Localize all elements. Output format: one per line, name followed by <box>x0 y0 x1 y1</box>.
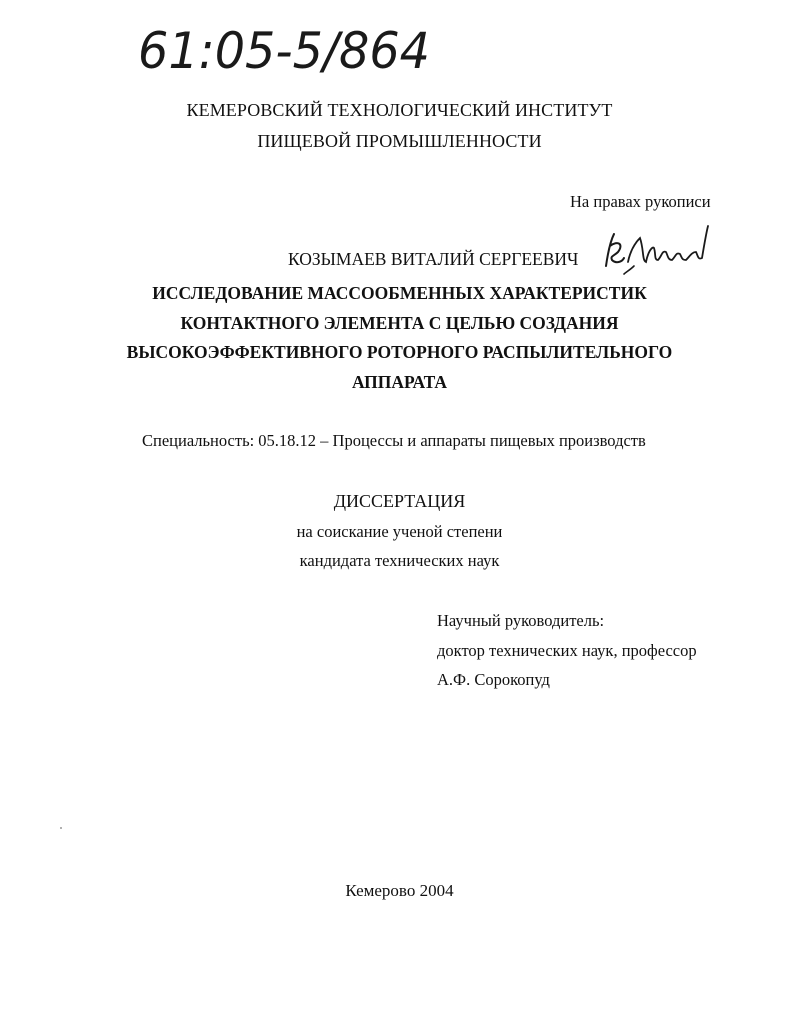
dissertation-title-line3: ВЫСОКОЭФФЕКТИВНОГО РОТОРНОГО РАСПЫЛИТЕЛЬНОГО <box>126 342 673 362</box>
degree-line2: кандидата технических наук <box>299 551 500 570</box>
supervisor-degree: доктор технических наук, профессор <box>437 641 697 660</box>
dissertation-title-line4: АППАРАТА <box>351 372 448 392</box>
institute-name-line1: КЕМЕРОВСКИЙ ТЕХНОЛОГИЧЕСКИЙ ИНСТИТУТ <box>186 100 613 120</box>
degree-line1: на соискание ученой степени <box>296 522 503 541</box>
archive-code-text: 61:05-5/864 <box>138 22 430 80</box>
signature-handwriting <box>600 222 720 278</box>
supervisor-name: А.Ф. Сорокопуд <box>437 670 550 689</box>
specialty-line: Специальность: 05.18.12 – Процессы и аппараты пищевых производств <box>142 431 646 450</box>
city-year: Кемерово 2004 <box>345 881 454 900</box>
supervisor-label: Научный руководитель: <box>437 611 605 630</box>
scan-speck <box>60 827 62 829</box>
author-name: КОЗЫМАЕВ ВИТАЛИЙ СЕРГЕЕВИЧ <box>288 249 579 269</box>
dissertation-title-line1: ИССЛЕДОВАНИЕ МАССООБМЕННЫХ ХАРАКТЕРИСТИК <box>152 283 647 303</box>
dissertation-heading: ДИССЕРТАЦИЯ <box>333 491 466 511</box>
handwritten-archive-code <box>138 14 438 89</box>
author-signature <box>600 222 720 283</box>
institute-name-line2: ПИЩЕВОЙ ПРОМЫШЛЕННОСТИ <box>257 131 542 151</box>
rights-note: На правах рукописи <box>570 192 711 211</box>
archive-code-handwriting <box>138 14 438 84</box>
dissertation-title-line2: КОНТАКТНОГО ЭЛЕМЕНТА С ЦЕЛЬЮ СОЗДАНИЯ <box>180 313 619 333</box>
